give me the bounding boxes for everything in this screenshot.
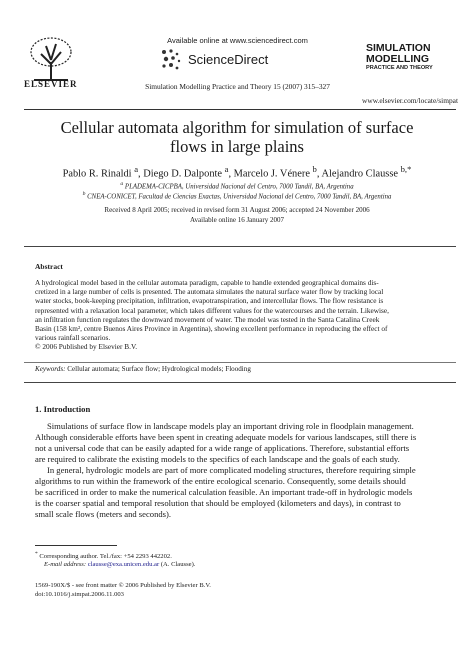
paragraph-line: be sacrificed in order to make the numerical calculation feasible. An important trade-off in hydrologic models — [35, 487, 413, 497]
paragraph-line: small scale flows (meters and seconds). — [35, 509, 172, 519]
keywords-label: Keywords: — [35, 365, 66, 373]
email-note — [44, 561, 195, 568]
footnote-mark: * — [35, 551, 38, 557]
journal-logo — [366, 43, 456, 72]
title-line-2: flows in large plains — [170, 137, 304, 156]
keywords-text: Cellular automata; Surface flow; Hydrological models; Flooding — [67, 365, 251, 373]
journal-logo-subline — [366, 64, 456, 72]
article-title — [40, 118, 434, 156]
author-list: Pablo R. Rinaldi $^a$, Diego D. Dalponte $^a$, Marcelo J. Vénere $^b$, Alejandro Clausse $^{b,*}$ — [62, 164, 412, 180]
abstract-line: various rainfall scenarios. — [35, 333, 111, 343]
abstract-heading: Abstract — [35, 262, 63, 271]
sciencedirect-logo-text: ScienceDirect — [188, 52, 269, 67]
journal-logo-theory: THEORY — [409, 65, 433, 71]
intro-paragraph-2 — [35, 465, 451, 520]
affiliation-label: b — [82, 191, 86, 197]
abstract-bottom-rule — [24, 382, 456, 383]
author-name: Marcelo J. Vénere — [233, 168, 310, 180]
footnote-divider — [35, 545, 117, 546]
author-affiliation-mark: a — [224, 164, 229, 174]
paragraph-line: Although considerable efforts have been spent in creating adequate models for various landscapes, still there is — [35, 432, 417, 442]
paragraph-line: In general, hydrologic models are part of more complicated modeling structures, therefore requiring simple — [47, 465, 416, 475]
doi-link[interactable]: doi:10.1016/j.simpat.2006.11.003 — [35, 591, 124, 598]
publisher-logo-text: ELSEVIER — [24, 79, 78, 89]
author-affiliation-mark: b — [312, 164, 317, 174]
abstract-line: water stocks, book-keeping precipitation, infiltration, evapotranspiration, and intercellular flows. The flow resistance is — [35, 296, 384, 306]
email-link[interactable]: clausse@exa.unicen.edu.ar — [87, 561, 160, 568]
abstract-line: Basin (158 km², centre Buenos Aires Province in Argentina), showing excellent performance in reproducing the effect of — [35, 324, 388, 334]
journal-logo-practice: PRACTICE — [366, 65, 395, 71]
keywords-divider — [24, 362, 456, 363]
corresponding-author-text: Corresponding author. Tel./fax: +54 2293 442202. — [39, 553, 172, 561]
abstract-top-rule — [24, 246, 456, 247]
journal-url-link[interactable]: www.elsevier.com/locate/simpat — [362, 96, 458, 105]
author-name: Diego D. Dalponte — [143, 168, 223, 180]
sciencedirect-dots-icon — [160, 48, 182, 72]
journal-reference: Simulation Modelling Practice and Theory 15 (2007) 315–327 — [145, 82, 330, 91]
author-name: Alejandro Clausse — [321, 168, 398, 180]
affiliation-text: PLADEMA-CICPBA, Universidad Nacional del Centro, 7000 Tandil, BA, Argentina — [124, 183, 354, 191]
elsevier-tree-logo — [26, 34, 76, 84]
affiliation-text: CNEA-CONICET, Facultad de Ciencias Exactas, Universidad Nacional del Centro, 7000 Tandil, BA, Argentina — [87, 193, 392, 201]
affiliation-label: a — [120, 181, 124, 187]
journal-logo-line2: MODELLING — [366, 52, 429, 65]
available-online-text[interactable]: Available online at www.sciencedirect.com — [167, 36, 308, 45]
author-affiliation-mark: b,* — [400, 164, 412, 174]
email-suffix: (A. Clausse). — [160, 561, 196, 568]
header-divider — [24, 109, 456, 110]
affiliation-b — [40, 191, 434, 200]
paragraph-line: Simulations of surface flow in landscape models play an important driving role in floodplain management. — [47, 421, 414, 431]
abstract-line: represented with a relaxation local parameter, which takes different values for the watercourses and the terrain. Likewise, — [35, 305, 389, 315]
abstract-body — [35, 278, 450, 352]
title-line-1: Cellular automata algorithm for simulation of surface — [60, 118, 414, 137]
received-dates: Received 8 April 2005; received in revised form 31 August 2006; accepted 24 November 2006 — [104, 206, 370, 214]
paragraph-line: not a universal code that can be easily adapted for a wide range of applications. Therefore, substantial efforts — [35, 443, 410, 453]
affiliation-a — [40, 181, 434, 190]
journal-logo-and: AND — [395, 65, 409, 71]
corresponding-author-note — [35, 551, 172, 560]
issn-line: 1569-190X/$ - see front matter © 2006 Published by Elsevier B.V. — [35, 582, 211, 589]
email-label: E-mail address: — [44, 561, 87, 568]
keywords — [35, 365, 450, 373]
journal-logo-line1: SIMULATION — [366, 42, 431, 54]
section-heading: 1. Introduction — [35, 404, 91, 414]
paragraph-line: are required to calibrate the existing models to the specifics of each landscape and the goals of each study. — [35, 454, 400, 464]
available-online-date: Available online 16 January 2007 — [190, 216, 284, 224]
abstract-line: © 2006 Published by Elsevier B.V. — [35, 342, 138, 352]
paragraph-line: algorithms to run within the framework of the entire ecological scenario. Consequently, some details should — [35, 476, 406, 486]
paragraph-line: is the coarser spatial and temporal resolution that should be employed (kilometers and days), in contrast to — [35, 498, 401, 508]
abstract-line: an infiltration function regulates the downward movement of water. The model was tested in the Santa Catalina Creek — [35, 314, 380, 324]
abstract-line: A hydrological model based in the cellular automata paradigm, capable to handle extended geographical domains dis- — [35, 278, 379, 287]
abstract-line: cretized in a large number of cells is presented. The automata simulates the natural surface water flow by tracking local — [35, 287, 384, 297]
author-affiliation-mark: a — [134, 164, 139, 174]
author-name: Pablo R. Rinaldi — [62, 168, 132, 180]
intro-paragraph-1 — [35, 421, 451, 465]
